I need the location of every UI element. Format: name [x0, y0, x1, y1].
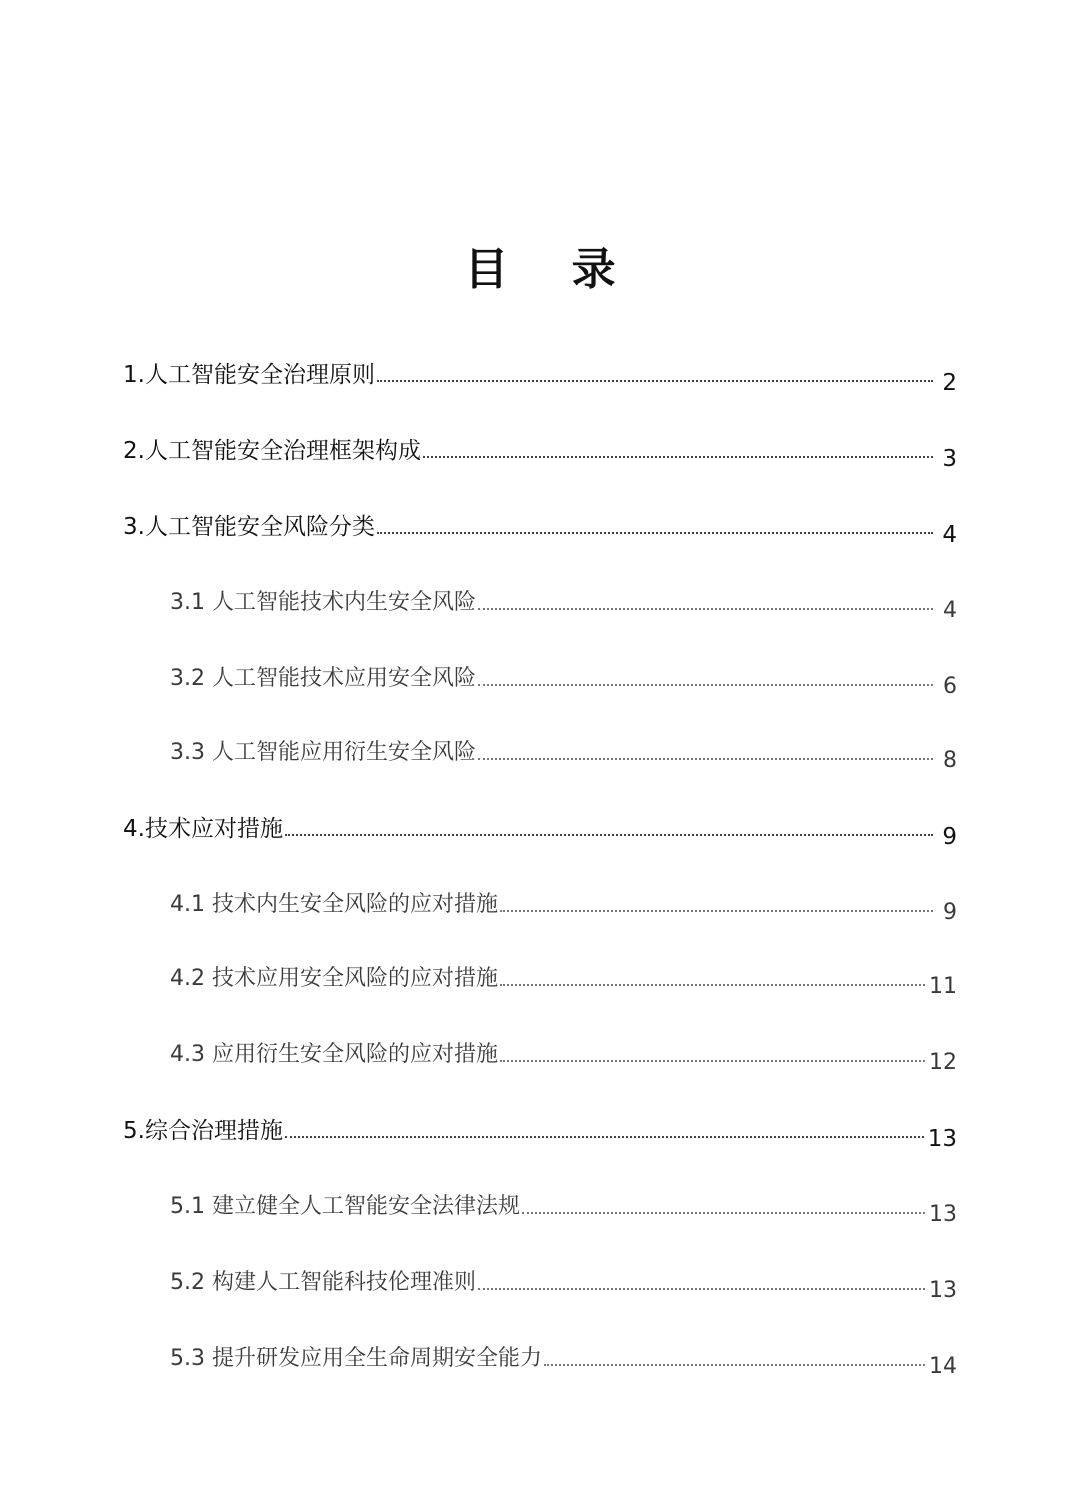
- toc-page-number: 11: [929, 974, 957, 999]
- toc-entry-4[interactable]: [123, 808, 957, 850]
- toc-page-number: 3: [942, 446, 957, 472]
- toc-entry-4-1[interactable]: [170, 884, 957, 925]
- toc-entry-title: 5.3 提升研发应用全生命周期安全能力: [170, 1346, 542, 1371]
- dot-leader: [423, 456, 933, 458]
- toc-page-number: 6: [943, 674, 957, 699]
- toc-page-number: 9: [942, 824, 957, 850]
- toc-entry-title: 3.2 人工智能技术应用安全风险: [170, 666, 476, 691]
- dot-leader: [478, 1288, 925, 1290]
- toc-entry-title: 3.1 人工智能技术内生安全风险: [170, 590, 476, 615]
- toc-entry-title: 4.3 应用衍生安全风险的应对措施: [170, 1042, 498, 1067]
- dot-leader: [285, 1136, 924, 1138]
- toc-page-number: 12: [929, 1050, 957, 1075]
- toc-page-number: 13: [929, 1202, 957, 1227]
- toc-page-number: 2: [942, 370, 957, 396]
- dot-leader: [544, 1364, 925, 1366]
- toc-entry-5-3[interactable]: [170, 1338, 957, 1379]
- dot-leader: [500, 910, 933, 912]
- toc-entry-title: 1.人工智能安全治理原则: [123, 362, 375, 388]
- dot-leader: [478, 684, 933, 686]
- toc-page-number: 13: [927, 1126, 957, 1152]
- dot-leader: [285, 834, 933, 836]
- toc-entry-1[interactable]: [123, 354, 957, 396]
- toc-page-number: 8: [943, 748, 957, 773]
- toc-entry-title: 5.综合治理措施: [123, 1118, 283, 1144]
- toc-page-number: 9: [943, 900, 957, 925]
- toc-entry-5-2[interactable]: [170, 1262, 957, 1303]
- toc-entry-title: 4.1 技术内生安全风险的应对措施: [170, 892, 498, 917]
- dot-leader: [377, 380, 933, 382]
- toc-entry-title: 3.3 人工智能应用衍生安全风险: [170, 740, 476, 765]
- toc-entry-3[interactable]: [123, 506, 957, 548]
- toc-page-number: 4: [943, 598, 957, 623]
- toc-page-number: 4: [942, 522, 957, 548]
- toc-entry-5[interactable]: [123, 1110, 957, 1152]
- toc-entry-title: 4.技术应对措施: [123, 816, 283, 842]
- toc-entry-3-2[interactable]: [170, 658, 957, 699]
- dot-leader: [478, 758, 933, 760]
- dot-leader: [500, 1060, 925, 1062]
- toc-page-number: 14: [929, 1354, 957, 1379]
- toc-entry-4-2[interactable]: [170, 958, 957, 999]
- toc-entry-2[interactable]: [123, 430, 957, 472]
- toc-entry-title: 3.人工智能安全风险分类: [123, 514, 375, 540]
- toc-page-number: 13: [929, 1278, 957, 1303]
- dot-leader: [522, 1212, 925, 1214]
- toc-entry-title: 5.1 建立健全人工智能安全法律法规: [170, 1194, 520, 1219]
- dot-leader: [377, 532, 933, 534]
- toc-entry-title: 2.人工智能安全治理框架构成: [123, 438, 421, 464]
- toc-entry-3-1[interactable]: [170, 582, 957, 623]
- toc-entry-3-3[interactable]: [170, 732, 957, 773]
- dot-leader: [500, 984, 925, 986]
- dot-leader: [478, 608, 933, 610]
- toc-entry-title: 5.2 构建人工智能科技伦理准则: [170, 1270, 476, 1295]
- toc-entry-5-1[interactable]: [170, 1186, 957, 1227]
- toc-entry-4-3[interactable]: [170, 1034, 957, 1075]
- toc-entry-title: 4.2 技术应用安全风险的应对措施: [170, 966, 498, 991]
- page-title: 目 录: [464, 244, 640, 295]
